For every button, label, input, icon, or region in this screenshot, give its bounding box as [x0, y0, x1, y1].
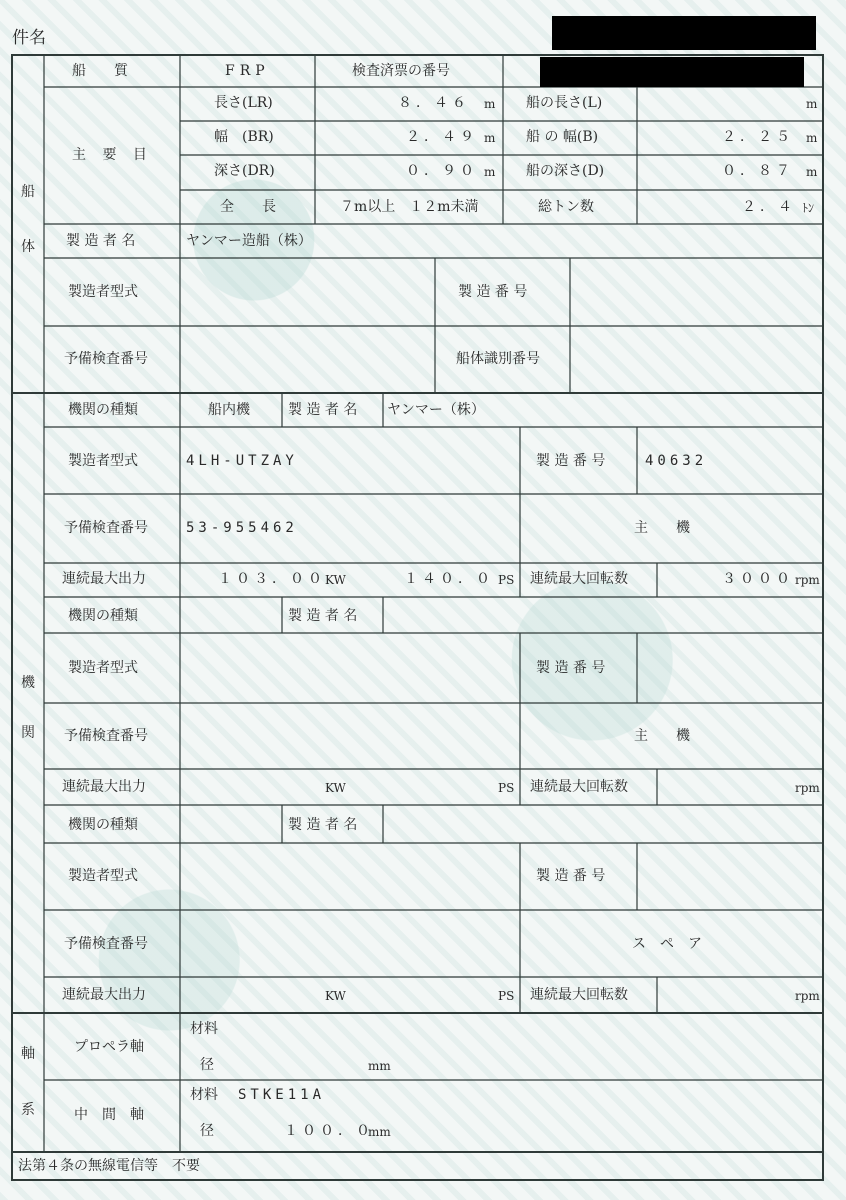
engine1-serial-label: 製 造 番 号 [536, 453, 606, 469]
hull-pre-insp-label: 予備検査番号 [64, 351, 148, 367]
engine2-pre-label: 予備検査番号 [64, 728, 148, 744]
unit-m: m [806, 97, 818, 111]
depth-r-value: ０．９０ [406, 163, 478, 179]
engine1-serial-value: 40632 [645, 453, 708, 469]
engine3-rpm-label: 連続最大回転数 [530, 987, 628, 1003]
tonnage-label: 総トン数 [538, 199, 594, 215]
section-label-hull: 体 [21, 239, 35, 255]
engine1-type-value: 船内機 [208, 402, 250, 418]
engine3-type-label: 機関の種類 [68, 817, 138, 833]
tonnage-unit: ﾄﾝ [802, 201, 815, 215]
material-label: 船 質 [72, 63, 128, 79]
overall-length-value: ７m以上 １２m未満 [340, 199, 479, 215]
engine3-serial-label: 製 造 番 号 [536, 868, 606, 884]
intermediate-shaft-label: 中 間 軸 [74, 1107, 144, 1123]
engine3-model-label: 製造者型式 [68, 868, 138, 884]
intermediate-dia-label: 径 [200, 1123, 214, 1139]
engine1-ps-unit: PS [498, 573, 515, 587]
engine3-maker-label: 製 造 者 名 [288, 817, 358, 833]
section-label-shaft: 系 [21, 1102, 35, 1118]
engine1-kw-value: １０３．００ [218, 571, 326, 587]
engine2-role: 主 機 [634, 728, 690, 744]
hull-model-label: 製造者型式 [68, 284, 138, 300]
engine1-rpm-value: ３０００ [722, 571, 794, 587]
engine1-type-label: 機関の種類 [68, 402, 138, 418]
breadth-label: 船 の 幅(B) [526, 129, 599, 145]
inspected-number-label: 検査済票の番号 [352, 63, 450, 79]
engine1-role: 主 機 [634, 520, 690, 536]
depth-value: ０．８７ [722, 163, 794, 179]
width-r-value: ２．４９ [406, 129, 478, 145]
engine3-kw-unit: KW [325, 989, 346, 1003]
section-label-engine: 関 [21, 725, 35, 741]
intermediate-dia-unit: mm [368, 1125, 391, 1139]
engine1-kw-unit: KW [325, 573, 346, 587]
propeller-shaft-label: プロペラ軸 [74, 1039, 144, 1055]
engine1-model-value: 4LH-UTZAY [186, 453, 298, 469]
depth-r-label: 深さ(DR) [214, 163, 275, 179]
engine2-maker-label: 製 造 者 名 [288, 608, 358, 624]
document-title: 件名 [12, 28, 46, 48]
propeller-dia-unit: mm [368, 1059, 391, 1073]
intermediate-material-label: 材料 [190, 1087, 218, 1103]
unit-m: m [806, 165, 818, 179]
engine2-serial-label: 製 造 番 号 [536, 660, 606, 676]
engine2-rpm-label: 連続最大回転数 [530, 779, 628, 795]
hull-serial-label: 製 造 番 号 [458, 284, 528, 300]
section-label-engine: 機 [21, 675, 35, 691]
engine3-rpm-unit: rpm [795, 989, 820, 1003]
engine3-pre-label: 予備検査番号 [64, 936, 148, 952]
length-label: 船の長さ(L) [526, 95, 603, 111]
engine1-output-label: 連続最大出力 [62, 571, 146, 587]
propeller-material-label: 材料 [190, 1021, 218, 1037]
engine1-rpm-label: 連続最大回転数 [530, 571, 628, 587]
hull-maker-value: ヤンマー造船（株） [186, 233, 312, 249]
main-dims-label: 主 要 目 [72, 147, 153, 163]
engine3-role: ス ペ ア [632, 936, 702, 952]
engine2-type-label: 機関の種類 [68, 608, 138, 624]
overall-length-label: 全 長 [220, 199, 276, 215]
length-r-value: ８．４６ [398, 95, 470, 111]
engine3-output-label: 連続最大出力 [62, 987, 146, 1003]
section-label-shaft: 軸 [21, 1046, 35, 1062]
width-r-label: 幅 (BR) [214, 129, 274, 145]
breadth-value: ２．２５ [722, 129, 794, 145]
engine1-pre-value: 53-955462 [186, 520, 298, 536]
unit-m: m [484, 165, 496, 179]
footer-note: 法第４条の無線電信等 不要 [18, 1158, 200, 1174]
engine3-ps-unit: PS [498, 989, 515, 1003]
unit-m: m [484, 131, 496, 145]
engine1-ps-value: １４０．０ [404, 571, 494, 587]
engine1-maker-label: 製 造 者 名 [288, 402, 358, 418]
hull-id-label: 船体識別番号 [456, 351, 540, 367]
material-value: FRP [225, 63, 270, 79]
intermediate-dia-value: １００．０ [284, 1123, 374, 1139]
engine2-rpm-unit: rpm [795, 781, 820, 795]
engine2-model-label: 製造者型式 [68, 660, 138, 676]
unit-m: m [806, 131, 818, 145]
engine1-rpm-unit: rpm [795, 573, 820, 587]
engine2-ps-unit: PS [498, 781, 515, 795]
engine2-output-label: 連続最大出力 [62, 779, 146, 795]
hull-maker-label: 製 造 者 名 [66, 233, 136, 249]
intermediate-material-value: STKE11A [238, 1087, 326, 1103]
tonnage-value: ２．４ [742, 199, 796, 215]
length-r-label: 長さ(LR) [214, 95, 273, 111]
unit-m: m [484, 97, 496, 111]
redacted-block [552, 16, 816, 50]
section-label-hull: 船 [21, 184, 35, 200]
engine1-model-label: 製造者型式 [68, 453, 138, 469]
engine1-pre-label: 予備検査番号 [64, 520, 148, 536]
propeller-dia-label: 径 [200, 1057, 214, 1073]
redacted-block [540, 57, 804, 87]
depth-label: 船の深さ(D) [526, 163, 605, 179]
engine1-maker-value: ヤンマー（株） [387, 402, 485, 418]
engine2-kw-unit: KW [325, 781, 346, 795]
